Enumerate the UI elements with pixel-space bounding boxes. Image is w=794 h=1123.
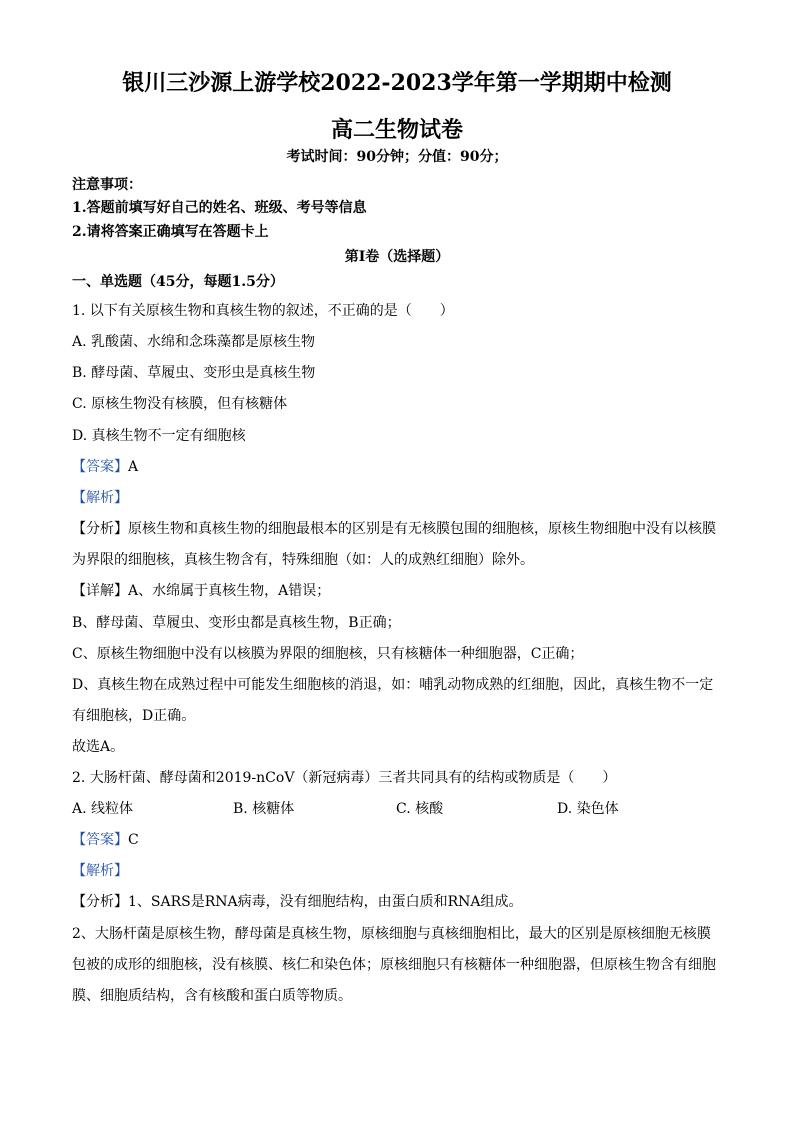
part-heading: 一、单选题（45分，每题1.5分）	[72, 274, 284, 290]
answer-value: C	[128, 832, 139, 848]
q2-option-b: B. 核糖体	[233, 801, 295, 817]
fenxi-tag: 【分析】	[72, 894, 128, 910]
q1-answer	[72, 456, 138, 476]
q2-option-a: A. 线粒体	[72, 801, 134, 817]
exam-info: 考试时间：90分钟；分值：90分；	[286, 149, 508, 165]
notice-heading: 注意事项：	[72, 177, 142, 193]
q1-option-a: A. 乳酸菌、水绵和念珠藻都是原核生物	[72, 334, 316, 350]
notice-item-2: 2.请将答案正确填写在答题卡上	[72, 224, 269, 240]
q2-fenxi-line-4: 膜、细胞质结构，含有核酸和蛋白质等物质。	[72, 988, 352, 1004]
q1-detail-d-line-1: D、真核生物在成熟过程中可能发生细胞核的消退，如：哺乳动物成熟的红细胞，因此，真核生物不一定	[72, 677, 714, 693]
notice-item-1: 1.答题前填写好自己的姓名、班级、考号等信息	[72, 200, 367, 216]
answer-tag: 【答案】	[72, 832, 128, 848]
fenxi-tag: 【分析】	[72, 521, 128, 537]
q2-analysis-tag: 【解析】	[72, 863, 128, 879]
answer-tag: 【答案】	[72, 459, 128, 475]
q1-option-d: D. 真核生物不一定有细胞核	[72, 428, 246, 444]
q2-stem: 2. 大肠杆菌、酵母菌和2019-nCoV（新冠病毒）三者共同具有的结构或物质是（ ）	[72, 770, 617, 786]
q1-option-c: C. 原核生物没有核膜，但有核糖体	[72, 396, 288, 412]
fenxi-text: 1、SARS是RNA病毒，没有细胞结构，由蛋白质和RNA组成。	[128, 894, 523, 910]
fenxi-text: 原核生物和真核生物的细胞最根本的区别是有无核膜包围的细胞核，原核生物细胞中没有以核膜	[128, 521, 716, 537]
subject-title: 高二生物试卷	[330, 117, 463, 143]
detail-a-text: A、水绵属于真核生物，A错误；	[128, 583, 331, 599]
q2-fenxi-line-1	[72, 891, 523, 911]
q1-fenxi-line-1	[72, 518, 716, 538]
q1-analysis-tag: 【解析】	[72, 490, 128, 506]
q1-detail-a	[72, 580, 330, 600]
volume-heading: 第Ⅰ卷（选择题）	[344, 249, 450, 265]
q1-detail-c: C、原核生物细胞中没有以核膜为界限的细胞核，只有核糖体一种细胞器，C正确；	[72, 646, 584, 662]
xiangjie-tag: 【详解】	[72, 583, 128, 599]
school-title: 银川三沙源上游学校2022-2023学年第一学期期中检测	[122, 70, 672, 96]
q1-conclusion: 故选A。	[72, 739, 125, 755]
q2-fenxi-line-2: 2、大肠杆菌是原核生物，酵母菌是真核生物，原核细胞与真核细胞相比，最大的区别是原核细胞无核膜	[72, 926, 711, 942]
answer-value: A	[128, 459, 139, 475]
q1-stem: 1. 以下有关原核生物和真核生物的叙述，不正确的是（ ）	[72, 303, 454, 319]
q2-answer	[72, 829, 139, 849]
q2-option-d: D. 染色体	[557, 801, 619, 817]
q1-fenxi-line-2: 为界限的细胞核，真核生物含有，特殊细胞（如：人的成熟红细胞）除外。	[72, 552, 534, 568]
q1-option-b: B. 酵母菌、草履虫、变形虫是真核生物	[72, 365, 316, 381]
q1-detail-d-line-2: 有细胞核，D正确。	[72, 708, 196, 724]
q1-detail-b: B、酵母菌、草履虫、变形虫都是真核生物，B正确；	[72, 615, 401, 631]
q2-fenxi-line-3: 包被的成形的细胞核，没有核膜、核仁和染色体；原核细胞只有核糖体一种细胞器，但原核生物含有细胞	[72, 957, 716, 973]
q2-option-c: C. 核酸	[396, 801, 444, 817]
